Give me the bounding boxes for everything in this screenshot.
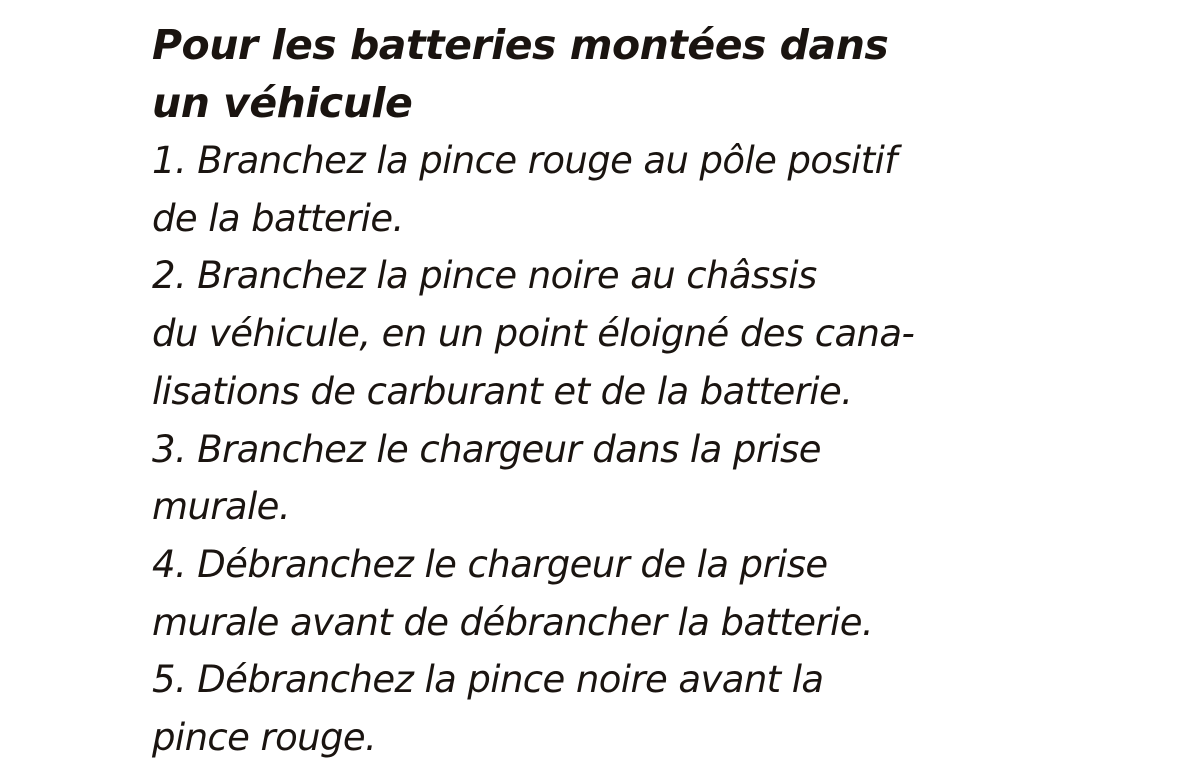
step-text-line: 4. Débranchez le chargeur de la prise bbox=[152, 542, 828, 586]
step-text-line: murale. bbox=[152, 485, 290, 529]
step-text-line: lisations de carburant et de la batterie. bbox=[152, 369, 853, 413]
instructions-page bbox=[152, 16, 1152, 767]
step-text-line: murale avant de débrancher la batterie. bbox=[152, 600, 874, 644]
heading-line: un véhicule bbox=[152, 79, 413, 127]
step-text-line: 5. Débranchez la pince noire avant la bbox=[152, 658, 824, 702]
step-text-line: pince rouge. bbox=[152, 716, 377, 760]
step-5 bbox=[152, 651, 1152, 766]
step-3 bbox=[152, 421, 1152, 536]
step-text-line: 1. Branchez la pince rouge au pôle positif bbox=[152, 139, 897, 182]
step-text-line: 3. Branchez le chargeur dans la prise bbox=[152, 427, 821, 471]
step-4 bbox=[152, 536, 1152, 651]
heading-line: Pour les batteries montées dans bbox=[152, 21, 889, 69]
step-2 bbox=[152, 247, 1152, 420]
step-text-line: de la batterie. bbox=[152, 196, 404, 240]
step-text-line: du véhicule, en un point éloigné des cana- bbox=[152, 312, 915, 356]
steps-list bbox=[152, 132, 1152, 767]
step-1 bbox=[152, 132, 1152, 247]
section-heading bbox=[152, 16, 1152, 132]
step-text-line: 2. Branchez la pince noire au châssis bbox=[152, 254, 817, 298]
